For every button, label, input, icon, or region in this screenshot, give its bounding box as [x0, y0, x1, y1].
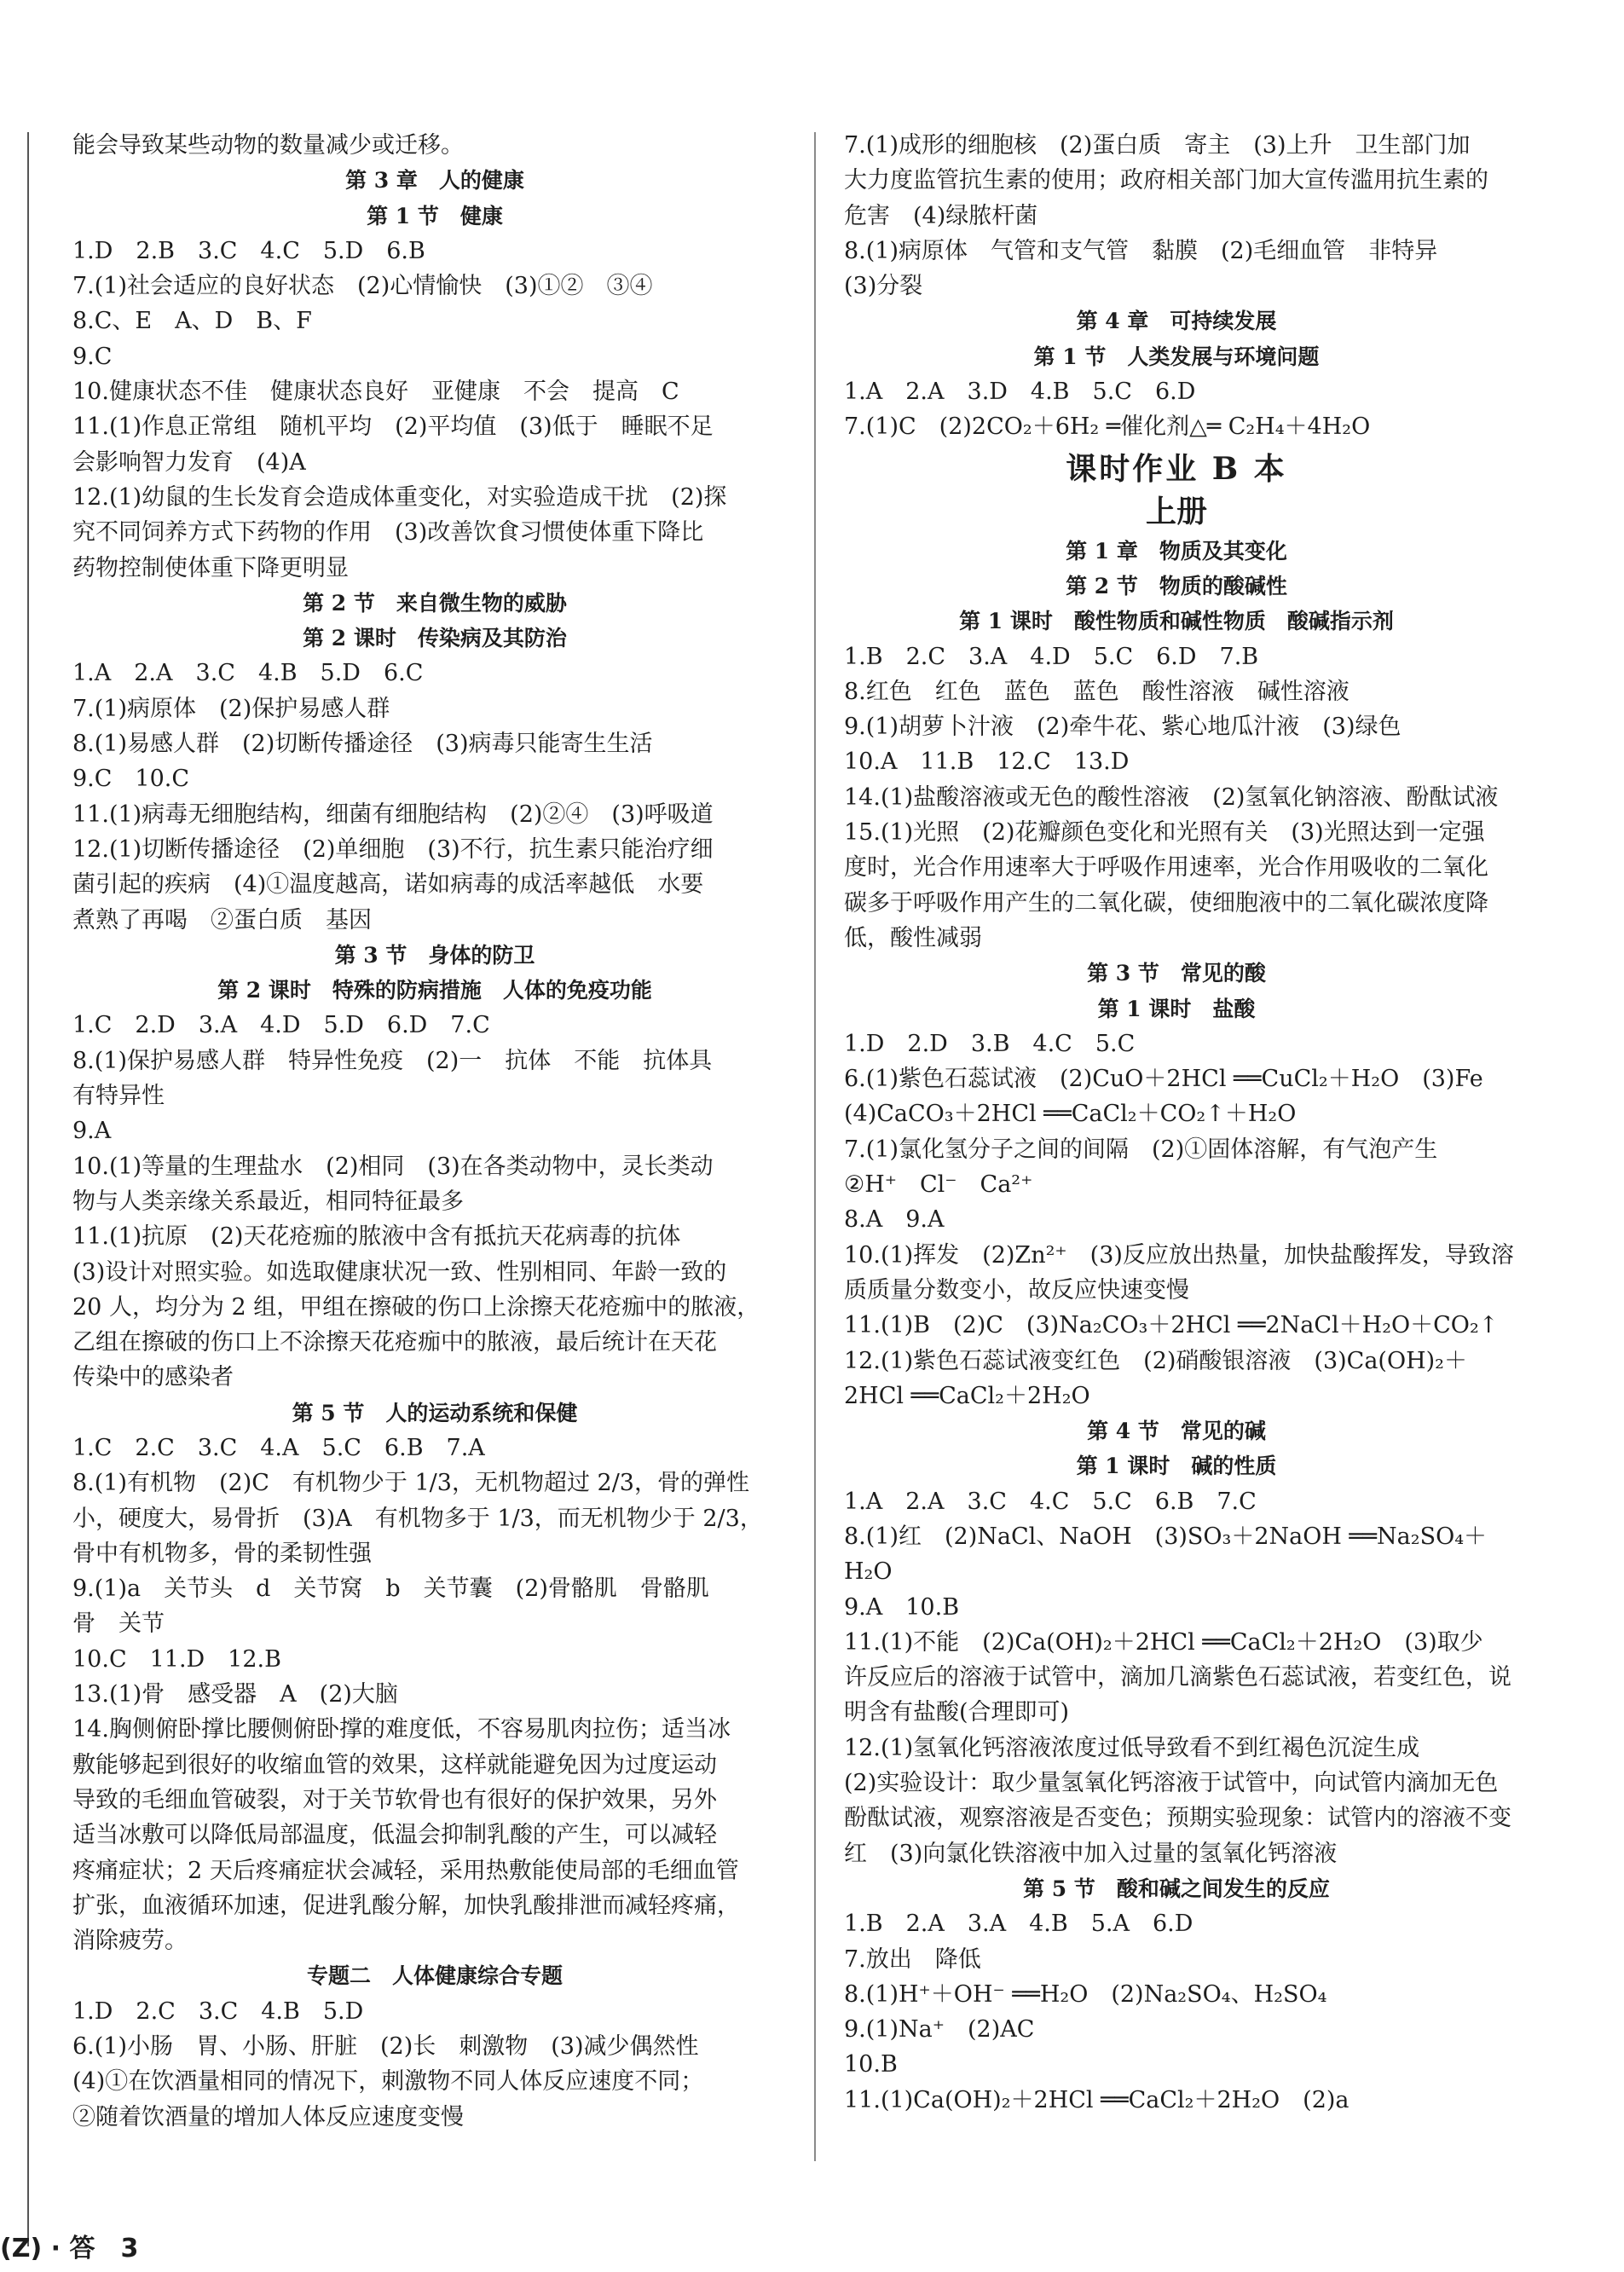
answer-line: 8.(1)保护易感人群 特异性免疫 (2)一 抗体 不能 抗体具: [72, 1047, 713, 1074]
section-heading: 第 3 节 常见的酸: [1087, 961, 1266, 986]
answer-line: 碳多于呼吸作用产生的二氧化碳，使细胞液中的二氧化碳浓度降: [844, 889, 1488, 916]
answer-line: 8.(1)H⁺＋OH⁻ ══H₂O (2)Na₂SO₄、H₂SO₄: [844, 1980, 1327, 2008]
answer-line: 能会导致某些动物的数量减少或迁移。: [72, 132, 464, 159]
answer-line: 11.(1)病毒无细胞结构，细菌有细胞结构 (2)②④ (3)呼吸道: [72, 801, 714, 828]
answer-line: 有特异性: [72, 1083, 165, 1110]
column-divider: [814, 132, 816, 2161]
answer-line: 菌引起的疾病 (4)①温度越高，诺如病毒的成活率越低 水要: [72, 871, 704, 899]
answer-line: 低，酸性减弱: [844, 924, 982, 951]
answer-line: 6.(1)小肠 胃、小肠、肝脏 (2)长 刺激物 (3)减少偶然性: [72, 2033, 699, 2061]
answer-line: 酚酞试液，观察溶液是否变色；预期实验现象：试管内的溶液不变: [844, 1805, 1511, 1832]
answer-line: 8.A 9.A: [844, 1206, 945, 1234]
answer-line: 11.(1)不能 (2)Ca(OH)₂＋2HCl ══CaCl₂＋2H₂O (3)取少: [844, 1628, 1483, 1656]
answer-line: (4)①在饮酒量相同的情况下，刺激物不同人体反应速度不同；: [72, 2068, 704, 2096]
section-heading: 第 3 章 人的健康: [345, 168, 524, 194]
answer-line: 敷能够起到很好的收缩血管的效果，这样就能避免因为过度运动: [72, 1751, 717, 1778]
answer-line: 度时，光合作用速率大于呼吸作用速率，光合作用吸收的二氧化: [844, 854, 1488, 882]
answer-line: 6.(1)紫色石蕊试液 (2)CuO＋2HCl ══CuCl₂＋H₂O (3)Fe: [844, 1066, 1483, 1093]
answer-line: 8.C、E A、D B、F: [72, 308, 312, 335]
answer-line: 10.健康状态不佳 健康状态良好 亚健康 不会 提高 C: [72, 379, 679, 406]
answer-line: (3)设计对照实验。如选取健康状况一致、性别相同、年龄一致的: [72, 1258, 727, 1286]
section-heading: 第 1 课时 盐酸: [1097, 996, 1256, 1021]
answer-line: ②随着饮酒量的增加人体反应速度变慢: [72, 2103, 464, 2130]
section-heading: 第 4 节 常见的碱: [1087, 1419, 1266, 1444]
answer-line: (4)CaCO₃＋2HCl ══CaCl₂＋CO₂↑＋H₂O: [844, 1101, 1297, 1128]
answer-line: 1.C 2.D 3.A 4.D 5.D 6.D 7.C: [72, 1012, 490, 1039]
answer-line: 1.A 2.A 3.C 4.B 5.D 6.C: [72, 660, 424, 687]
answer-line: 1.D 2.D 3.B 4.C 5.C: [844, 1030, 1136, 1057]
answer-line: 7.(1)成形的细胞核 (2)蛋白质 寄主 (3)上升 卫生部门加: [844, 132, 1471, 159]
answer-line: 9.C 10.C: [72, 766, 190, 793]
answer-line: 14.(1)盐酸溶液或无色的酸性溶液 (2)氢氧化钠溶液、酚酞试液: [844, 783, 1499, 811]
answer-line: (2)实验设计：取少量氢氧化钙溶液于试管中，向试管内滴加无色: [844, 1770, 1499, 1797]
answer-line: 导致的毛细血管破裂，对于关节软骨也有很好的保护效果，另外: [72, 1786, 717, 1813]
answer-line: 9.(1)a 关节头 d 关节窝 b 关节囊 (2)骨骼肌 骨骼肌: [72, 1575, 709, 1603]
answer-line: H₂O: [844, 1558, 893, 1586]
answer-line: 骨 关节: [72, 1610, 165, 1638]
answer-line: 7.(1)氯化氢分子之间的间隔 (2)①固体溶解，有气泡产生: [844, 1136, 1438, 1163]
answer-line: 9.C: [72, 343, 113, 370]
section-heading: 第 2 课时 传染病及其防治: [303, 626, 567, 651]
right-column: [844, 128, 1514, 2118]
answer-line: 10.A 11.B 12.C 13.D: [844, 749, 1130, 776]
answer-line: 8.红色 红色 蓝色 蓝色 酸性溶液 碱性溶液: [844, 678, 1349, 705]
section-heading: 第 5 节 酸和碱之间发生的反应: [1023, 1876, 1330, 1901]
answer-line: 9.A: [72, 1118, 112, 1145]
answer-line: 9.(1)胡萝卜汁液 (2)牵牛花、紫心地瓜汁液 (3)绿色: [844, 714, 1401, 741]
answer-line: 8.(1)有机物 (2)C 有机物少于 1/3，无机物超过 2/3，骨的弹性: [72, 1470, 749, 1497]
answer-line: 7.(1)C (2)2CO₂＋6H₂ ═催化剂△═ C₂H₄＋4H₂O: [844, 413, 1371, 441]
answer-line: 1.A 2.A 3.D 4.B 5.C 6.D: [844, 379, 1196, 406]
answer-line: 许反应后的溶液于试管中，滴加几滴紫色石蕊试液，若变红色，说: [844, 1664, 1511, 1691]
section-heading: 第 2 节 物质的酸碱性: [1066, 573, 1287, 598]
answer-line: 1.B 2.A 3.A 4.B 5.A 6.D: [844, 1911, 1193, 1938]
answer-line: 7.(1)社会适应的良好状态 (2)心情愉快 (3)①② ③④: [72, 273, 653, 300]
section-heading: 第 4 章 可持续发展: [1076, 309, 1277, 334]
section-heading: 第 3 节 身体的防卫: [334, 942, 535, 968]
section-heading: 第 2 课时 特殊的防病措施 人体的免疫功能: [217, 978, 652, 1003]
section-heading: 第 1 课时 碱的性质: [1076, 1454, 1277, 1479]
answer-line: 20 人，均分为 2 组，甲组在擦破的伤口上涂擦天花疮痂中的脓液，: [72, 1293, 760, 1321]
answer-line: 9.A 10.B: [844, 1593, 960, 1621]
page-footer: (Z) · 答 3: [0, 2234, 139, 2263]
answer-line: 1.B 2.C 3.A 4.D 5.C 6.D 7.B: [844, 643, 1259, 670]
answer-line: 大力度监管抗生素的使用；政府相关部门加大宣传滥用抗生素的: [844, 167, 1488, 194]
answer-line: ②H⁺ Cl⁻ Ca²⁺: [844, 1171, 1033, 1199]
answer-line: 15.(1)光照 (2)花瓣颜色变化和光照有关 (3)光照达到一定强: [844, 819, 1485, 847]
answer-line: 红 (3)向氯化铁溶液中加入过量的氢氧化钙溶液: [844, 1840, 1338, 1867]
answer-line: 煮熟了再喝 ②蛋白质 基因: [72, 906, 372, 934]
answer-line: 1.A 2.A 3.C 4.C 5.C 6.B 7.C: [844, 1488, 1257, 1515]
answer-line: 1.D 2.B 3.C 4.C 5.D 6.B: [72, 237, 425, 264]
section-heading: 第 5 节 人的运动系统和保健: [292, 1400, 578, 1425]
answer-line: 11.(1)作息正常组 随机平均 (2)平均值 (3)低于 睡眠不足: [72, 413, 714, 441]
answer-line: 12.(1)氢氧化钙溶液浓度过低导致看不到红褐色沉淀生成: [844, 1734, 1420, 1761]
section-heading: 第 1 章 物质及其变化: [1066, 538, 1287, 564]
answer-line: 10.(1)等量的生理盐水 (2)相同 (3)在各类动物中，灵长类动: [72, 1153, 714, 1180]
section-heading: 第 1 节 健康: [367, 203, 503, 228]
answer-line: 1.C 2.C 3.C 4.A 5.C 6.B 7.A: [72, 1434, 485, 1461]
answer-line: 10.(1)挥发 (2)Zn²⁺ (3)反应放出热量，加快盐酸挥发，导致溶: [844, 1241, 1514, 1269]
answer-line: 明含有盐酸(合理即可): [844, 1699, 1070, 1726]
answer-line: 物与人类亲缘关系最近，相同特征最多: [72, 1188, 464, 1215]
answer-line: 14.胸侧俯卧撑比腰侧俯卧撑的难度低，不容易肌肉拉伤；适当冰: [72, 1716, 731, 1743]
answer-line: 究不同饲养方式下药物的作用 (3)改善饮食习惯使体重下降比: [72, 519, 704, 546]
answer-line: 疼痛症状；2 天后疼痛症状会减轻，采用热敷能使局部的毛细血管: [72, 1857, 739, 1884]
answer-line: 扩张，血液循环加速，促进乳酸分解，加快乳酸排泄而减轻疼痛，: [72, 1892, 740, 1919]
answer-line: 12.(1)紫色石蕊试液变红色 (2)硝酸银溶液 (3)Ca(OH)₂＋: [844, 1347, 1468, 1374]
answer-line: (3)分裂: [844, 273, 923, 300]
answer-line: 质质量分数变小，故反应快速变慢: [844, 1276, 1189, 1304]
answer-line: 8.(1)易感人群 (2)切断传播途径 (3)病毒只能寄生生活: [72, 731, 653, 758]
section-heading: 第 1 课时 酸性物质和碱性物质 酸碱指示剂: [959, 609, 1394, 634]
answer-line: 9.(1)Na⁺ (2)AC: [844, 2016, 1035, 2044]
answer-line: 1.D 2.C 3.C 4.B 5.D: [72, 1997, 364, 2025]
answer-line: 11.(1)B (2)C (3)Na₂CO₃＋2HCl ══2NaCl＋H₂O＋CO₂↑: [844, 1312, 1499, 1339]
answer-line: 小，硬度大，易骨折 (3)A 有机物多于 1/3，而无机物少于 2/3，: [72, 1505, 763, 1532]
section-heading: 专题二 人体健康综合专题: [306, 1963, 563, 1989]
answer-line: 11.(1)Ca(OH)₂＋2HCl ══CaCl₂＋2H₂O (2)a: [844, 2086, 1349, 2113]
answer-line: 乙组在擦破的伤口上不涂擦天花疮痂中的脓液，最后统计在天花: [72, 1329, 717, 1356]
section-heading: 课时作业 B 本: [1066, 450, 1287, 487]
section-heading: 上册: [1145, 493, 1207, 529]
left-column: [72, 128, 797, 2135]
answer-line: 2HCl ══CaCl₂＋2H₂O: [844, 1382, 1090, 1409]
answer-line: 7.放出 降低: [844, 1945, 981, 1973]
section-heading: 第 2 节 来自微生物的威胁: [303, 590, 567, 616]
answer-line: 会影响智力发育 (4)A: [72, 448, 306, 476]
answer-line: 药物控制使体重下降更明显: [72, 554, 349, 581]
answer-line: 10.C 11.D 12.B: [72, 1645, 281, 1673]
answer-line: 骨中有机物多，骨的柔韧性强: [72, 1540, 372, 1567]
answer-line: 10.B: [844, 2051, 898, 2078]
answer-line: 13.(1)骨 感受器 A (2)大脑: [72, 1681, 398, 1708]
answer-line: 消除疲劳。: [72, 1928, 188, 1955]
section-heading: 第 1 节 人类发展与环境问题: [1033, 344, 1320, 369]
answer-line: 7.(1)病原体 (2)保护易感人群: [72, 695, 390, 722]
answer-line: 12.(1)切断传播途径 (2)单细胞 (3)不行，抗生素只能治疗细: [72, 835, 714, 863]
answer-line: 8.(1)红 (2)NaCl、NaOH (3)SO₃＋2NaOH ══Na₂SO₄＋: [844, 1523, 1488, 1550]
answer-line: 11.(1)抗原 (2)天花疮痂的脓液中含有抵抗天花病毒的抗体: [72, 1223, 681, 1251]
answer-line: 传染中的感染者: [72, 1364, 234, 1391]
answer-line: 适当冰敷可以降低局部温度，低温会抑制乳酸的产生，可以减轻: [72, 1822, 717, 1849]
page-edge-line: [27, 132, 29, 2246]
answer-line: 危害 (4)绿脓杆菌: [844, 202, 1038, 229]
answer-line: 8.(1)病原体 气管和支气管 黏膜 (2)毛细血管 非特异: [844, 237, 1438, 264]
answer-line: 12.(1)幼鼠的生长发育会造成体重变化，对实验造成干扰 (2)探: [72, 483, 727, 511]
